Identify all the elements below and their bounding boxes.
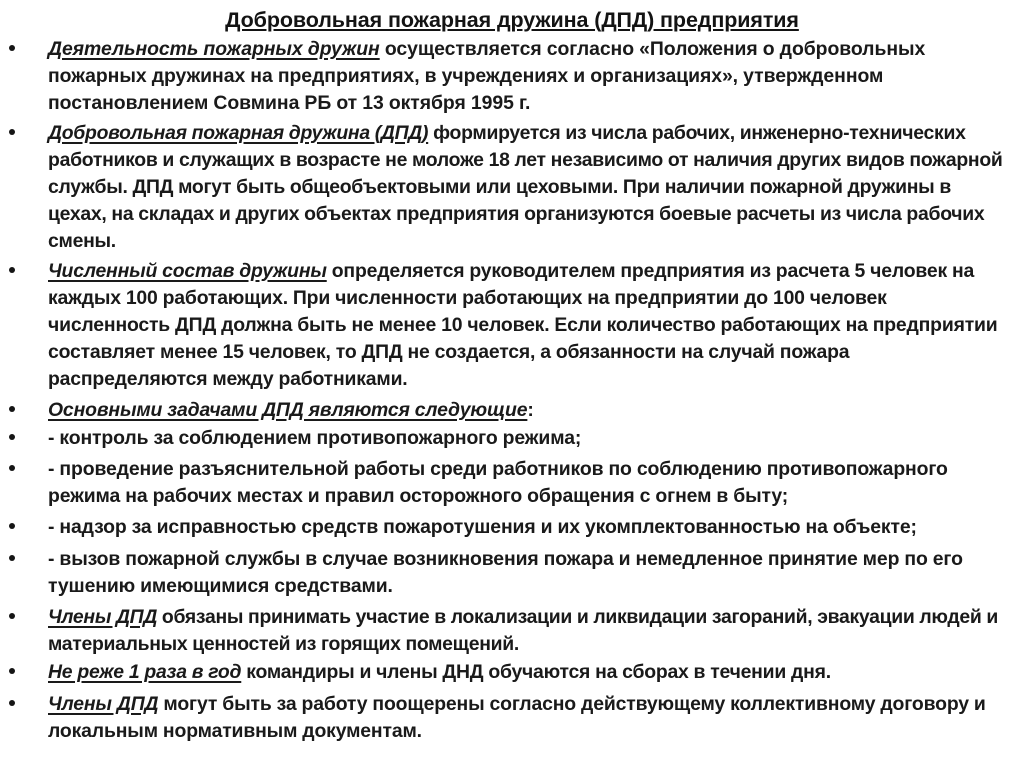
list-item-text: [48, 456, 1006, 510]
bullet-point-icon: [9, 129, 15, 135]
list-item-text: [48, 514, 1006, 541]
page-title: [0, 7, 1024, 33]
bullet-point-icon: [9, 668, 15, 674]
list-item: [0, 425, 1024, 452]
list-item-body: - проведение разъяснительной работы среди работников по соблюдению противопожарного режима на рабочих местах и правил осторожного обращения с огнем в быту;: [48, 458, 948, 508]
list-item-body: осуществляется согласно «Положения о добровольных пожарных дружинах на предприятиях, в учреждениях и организациях», утвержденном постановлением Совмина РБ от 13 октября 1995 г.: [48, 38, 926, 115]
list-item-body: - вызов пожарной службы в случае возникновения пожара и немедленное принятие мер по его тушению имеющимися средствами.: [48, 547, 963, 597]
bullet-point-icon: [9, 465, 15, 471]
page-title-text: Добровольная пожарная дружина (ДПД) предприятия: [225, 8, 799, 32]
list-item-lead-phrase: Добровольная пожарная дружина (ДПД): [48, 121, 429, 144]
list-item: [0, 397, 1024, 424]
list-item-text: [48, 691, 1006, 745]
list-item-body: командиры и члены ДНД обучаются на сборах в течении дня.: [241, 661, 831, 684]
bullet-point-icon: [9, 555, 15, 561]
bullet-point-icon: [9, 267, 15, 273]
list-item-body: формируется из числа рабочих, инженерно-технических работников и служащих в возрасте не моложе 18 лет независимо от наличия других видов пожарной службы. ДПД могут быть общеобъектовыми или цеховыми. При наличии пожарной дружины в цехах, на складах и других объектах предприятия организуются боевые расчеты из числа рабочих смены.: [48, 121, 1003, 253]
bullet-point-icon: [9, 434, 15, 440]
list-item: [0, 546, 1024, 600]
list-item-body: :: [527, 398, 534, 421]
list-item-body: - надзор за исправностью средств пожаротушения и их укомплектованностью на объекте;: [48, 516, 917, 539]
bullet-point-icon: [9, 700, 15, 706]
list-item-text: [48, 659, 1006, 686]
list-item-lead-phrase: Члены ДПД: [48, 692, 159, 715]
list-item-lead-phrase: Деятельность пожарных дружин: [48, 38, 380, 60]
list-item-body: - контроль за соблюдением противопожарного режима;: [48, 426, 582, 449]
list-item-text: [48, 397, 1006, 424]
bullet-point-icon: [9, 45, 15, 51]
list-item: [0, 36, 1024, 118]
list-item: [0, 691, 1024, 745]
list-item: [0, 604, 1024, 658]
list-item-text: [48, 546, 1006, 600]
list-item-text: [48, 258, 1006, 394]
list-item: [0, 659, 1024, 686]
bullet-point-icon: [9, 406, 15, 412]
list-item-body: обязаны принимать участие в локализации и ликвидации загораний, эвакуации людей и материальных ценностей из горящих помещений.: [48, 606, 998, 656]
bullet-point-icon: [9, 523, 15, 529]
list-item: [0, 514, 1024, 541]
bullet-list: [0, 36, 1024, 749]
list-item: [0, 258, 1024, 394]
list-item-lead-phrase: Члены ДПД: [48, 606, 158, 629]
list-item-body: могут быть за работу поощерены согласно действующему коллективному договору и локальным нормативным документам.: [48, 692, 986, 742]
list-item-text: [48, 36, 1006, 118]
bullet-point-icon: [9, 613, 15, 619]
list-item-text: [48, 425, 1006, 452]
list-item-lead-phrase: Численный состав дружины: [48, 259, 327, 282]
list-item: [0, 120, 1024, 256]
list-item: [0, 456, 1024, 510]
list-item-body: определяется руководителем предприятия из расчета 5 человек на каждых 100 работающих. При численности работающих на предприятии до 100 человек численность ДПД должна быть не менее 10 человек. Если количество работающих на предприятии составляет менее 15 человек, то ДПД не создается, а обязанности на случай пожара распределяются между работниками.: [48, 259, 998, 391]
list-item-lead-phrase: Основными задачами ДПД являются следующие: [48, 398, 528, 421]
list-item-lead-phrase: Не реже 1 раза в год: [48, 661, 242, 684]
list-item-text: [48, 604, 1006, 658]
list-item-text: [48, 120, 1006, 256]
